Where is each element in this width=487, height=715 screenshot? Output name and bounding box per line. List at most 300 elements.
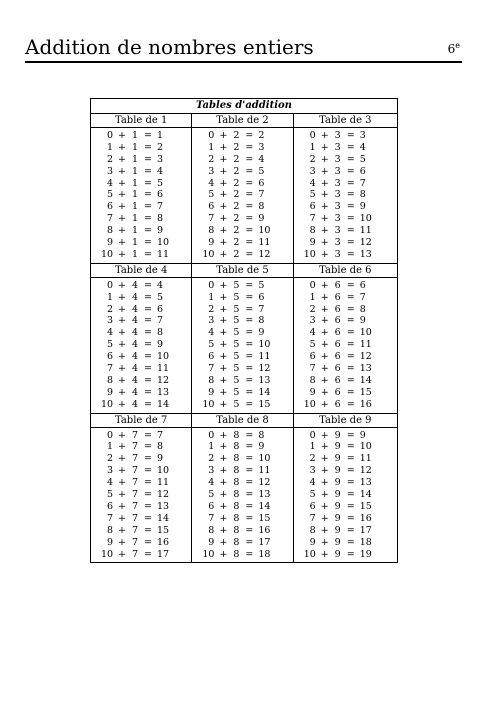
plus-sign: + bbox=[118, 279, 126, 291]
plus-sign: + bbox=[118, 536, 126, 548]
sum: 13 bbox=[157, 386, 170, 398]
addend-2: 2 bbox=[233, 225, 240, 237]
equals-sign: = bbox=[144, 130, 152, 141]
addend-2: 4 bbox=[131, 339, 139, 351]
addend-2: 6 bbox=[334, 363, 341, 375]
equation-row bbox=[192, 351, 292, 363]
plus-sign: + bbox=[219, 201, 228, 213]
addend-1: 9 bbox=[106, 536, 113, 548]
sum: 15 bbox=[258, 512, 271, 524]
equals-sign: = bbox=[245, 153, 254, 165]
equation-row bbox=[91, 189, 191, 201]
plus-sign: + bbox=[320, 237, 329, 249]
addend-2: 8 bbox=[233, 429, 240, 441]
equation-row bbox=[91, 237, 191, 249]
addend-2: 4 bbox=[131, 303, 139, 315]
equation-row bbox=[192, 513, 292, 525]
sum: 8 bbox=[157, 327, 164, 339]
equals-sign: = bbox=[144, 225, 152, 237]
addend-1: 1 bbox=[208, 441, 215, 453]
sum: 7 bbox=[258, 303, 265, 315]
plus-sign: + bbox=[320, 327, 329, 339]
addend-2: 5 bbox=[233, 315, 240, 327]
equation-row bbox=[91, 304, 191, 316]
addend-1: 8 bbox=[106, 374, 113, 386]
equals-sign: = bbox=[346, 429, 355, 441]
equation-list bbox=[294, 428, 397, 563]
plus-sign: + bbox=[219, 248, 228, 260]
plus-sign: + bbox=[118, 363, 126, 375]
sum: 13 bbox=[359, 363, 372, 375]
addend-2: 4 bbox=[131, 351, 139, 363]
addend-1: 4 bbox=[106, 327, 113, 339]
sum: 11 bbox=[157, 248, 170, 260]
addend-1: 10 bbox=[202, 548, 215, 560]
addend-2: 7 bbox=[131, 512, 139, 524]
sum: 14 bbox=[258, 386, 271, 398]
addend-1: 0 bbox=[208, 130, 215, 141]
addend-1: 8 bbox=[208, 225, 215, 237]
addend-1: 0 bbox=[208, 429, 215, 441]
sum: 12 bbox=[258, 477, 271, 489]
plus-sign: + bbox=[219, 213, 228, 225]
plus-sign: + bbox=[320, 363, 329, 375]
addend-2: 9 bbox=[334, 477, 341, 489]
plus-sign: + bbox=[118, 429, 126, 441]
sum: 5 bbox=[258, 165, 265, 177]
sum: 3 bbox=[258, 141, 265, 153]
equation-row bbox=[294, 130, 397, 142]
addend-1: 3 bbox=[309, 465, 316, 477]
table-row-group bbox=[91, 414, 397, 563]
equals-sign: = bbox=[245, 363, 254, 375]
plus-sign: + bbox=[118, 165, 126, 177]
equals-sign: = bbox=[144, 524, 152, 536]
equals-sign: = bbox=[245, 351, 254, 363]
page-header bbox=[25, 34, 462, 60]
addend-2: 6 bbox=[334, 279, 341, 291]
plus-sign: + bbox=[320, 500, 329, 512]
addend-1: 9 bbox=[208, 536, 215, 548]
equation-row bbox=[294, 513, 397, 525]
sum: 6 bbox=[258, 177, 265, 189]
addend-2: 5 bbox=[233, 386, 240, 398]
addend-2: 1 bbox=[131, 248, 139, 260]
equation-row bbox=[294, 154, 397, 166]
equation-row bbox=[91, 399, 191, 411]
plus-sign: + bbox=[118, 130, 126, 141]
addend-1: 0 bbox=[106, 429, 113, 441]
sum: 14 bbox=[359, 489, 372, 501]
addend-1: 4 bbox=[309, 327, 316, 339]
sum: 14 bbox=[157, 398, 170, 410]
plus-sign: + bbox=[118, 141, 126, 153]
addend-2: 9 bbox=[334, 548, 341, 560]
addend-2: 8 bbox=[233, 500, 240, 512]
sum: 6 bbox=[258, 291, 265, 303]
addition-table bbox=[91, 114, 192, 263]
equation-row bbox=[192, 399, 292, 411]
equals-sign: = bbox=[346, 141, 355, 153]
equation-list bbox=[192, 128, 292, 263]
addend-2: 4 bbox=[131, 327, 139, 339]
equation-row bbox=[91, 430, 191, 442]
equals-sign: = bbox=[144, 291, 152, 303]
sum: 4 bbox=[157, 165, 164, 177]
addition-tables bbox=[90, 98, 398, 563]
equation-row bbox=[294, 166, 397, 178]
addend-1: 0 bbox=[208, 279, 215, 291]
equation-row bbox=[294, 465, 397, 477]
plus-sign: + bbox=[320, 489, 329, 501]
equation-row bbox=[294, 339, 397, 351]
sum: 9 bbox=[359, 201, 366, 213]
equation-row bbox=[192, 489, 292, 501]
addend-1: 7 bbox=[106, 363, 113, 375]
plus-sign: + bbox=[219, 237, 228, 249]
sum: 11 bbox=[359, 339, 372, 351]
equation-row bbox=[91, 280, 191, 292]
plus-sign: + bbox=[219, 339, 228, 351]
sum: 16 bbox=[359, 512, 372, 524]
equals-sign: = bbox=[346, 130, 355, 141]
addend-1: 6 bbox=[106, 351, 113, 363]
plus-sign: + bbox=[118, 291, 126, 303]
plus-sign: + bbox=[118, 477, 126, 489]
equation-row bbox=[91, 178, 191, 190]
sum: 12 bbox=[359, 237, 372, 249]
addend-1: 6 bbox=[309, 201, 316, 213]
equals-sign: = bbox=[144, 351, 152, 363]
plus-sign: + bbox=[320, 536, 329, 548]
plus-sign: + bbox=[118, 351, 126, 363]
addend-2: 3 bbox=[334, 130, 341, 141]
plus-sign: + bbox=[219, 141, 228, 153]
equation-row bbox=[91, 537, 191, 549]
addend-2: 6 bbox=[334, 351, 341, 363]
addend-1: 1 bbox=[309, 141, 316, 153]
addend-2: 6 bbox=[334, 374, 341, 386]
addend-1: 10 bbox=[303, 398, 316, 410]
equals-sign: = bbox=[245, 315, 254, 327]
addend-2: 2 bbox=[233, 153, 240, 165]
addend-2: 8 bbox=[233, 477, 240, 489]
addend-2: 2 bbox=[233, 248, 240, 260]
addend-1: 9 bbox=[208, 386, 215, 398]
equation-row bbox=[192, 537, 292, 549]
addend-2: 5 bbox=[233, 351, 240, 363]
sum: 7 bbox=[157, 429, 164, 441]
addend-1: 6 bbox=[309, 500, 316, 512]
addend-1: 9 bbox=[106, 237, 113, 249]
addend-1: 10 bbox=[101, 398, 114, 410]
equals-sign: = bbox=[346, 465, 355, 477]
sum: 5 bbox=[258, 279, 265, 291]
sum: 12 bbox=[157, 489, 170, 501]
plus-sign: + bbox=[219, 489, 228, 501]
addend-1: 0 bbox=[309, 130, 316, 141]
plus-sign: + bbox=[118, 548, 126, 560]
plus-sign: + bbox=[219, 291, 228, 303]
addend-2: 4 bbox=[131, 386, 139, 398]
addition-table bbox=[192, 264, 293, 413]
sum: 10 bbox=[157, 237, 170, 249]
equals-sign: = bbox=[144, 441, 152, 453]
equals-sign: = bbox=[346, 489, 355, 501]
sum: 13 bbox=[258, 489, 271, 501]
equals-sign: = bbox=[245, 536, 254, 548]
addend-1: 0 bbox=[309, 429, 316, 441]
addend-2: 7 bbox=[131, 548, 139, 560]
equals-sign: = bbox=[346, 303, 355, 315]
addend-1: 6 bbox=[208, 500, 215, 512]
equation-row bbox=[294, 477, 397, 489]
addend-2: 4 bbox=[131, 291, 139, 303]
plus-sign: + bbox=[320, 141, 329, 153]
equation-row bbox=[192, 237, 292, 249]
addend-2: 9 bbox=[334, 489, 341, 501]
plus-sign: + bbox=[320, 130, 329, 141]
addend-2: 1 bbox=[131, 165, 139, 177]
equals-sign: = bbox=[144, 327, 152, 339]
table-title: Table de 7 bbox=[91, 414, 191, 428]
addend-1: 7 bbox=[309, 363, 316, 375]
equation-row bbox=[192, 477, 292, 489]
addend-2: 1 bbox=[131, 237, 139, 249]
addend-1: 9 bbox=[106, 386, 113, 398]
plus-sign: + bbox=[219, 165, 228, 177]
addend-1: 10 bbox=[101, 248, 114, 260]
addend-1: 4 bbox=[106, 477, 113, 489]
sum: 17 bbox=[258, 536, 271, 548]
addend-1: 3 bbox=[106, 315, 113, 327]
sum: 10 bbox=[157, 465, 170, 477]
sum: 10 bbox=[359, 327, 372, 339]
plus-sign: + bbox=[320, 165, 329, 177]
sum: 16 bbox=[359, 398, 372, 410]
equation-row bbox=[91, 489, 191, 501]
equation-row bbox=[91, 315, 191, 327]
equation-row bbox=[294, 213, 397, 225]
addend-2: 6 bbox=[334, 327, 341, 339]
equals-sign: = bbox=[245, 465, 254, 477]
sum: 6 bbox=[359, 165, 366, 177]
table-row-group bbox=[91, 264, 397, 414]
addend-2: 3 bbox=[334, 189, 341, 201]
equation-row bbox=[294, 537, 397, 549]
sum: 14 bbox=[157, 512, 170, 524]
equals-sign: = bbox=[144, 177, 152, 189]
equation-row bbox=[294, 375, 397, 387]
addend-1: 5 bbox=[106, 189, 113, 201]
addend-1: 9 bbox=[309, 237, 316, 249]
tables-caption: Tables d'addition bbox=[91, 99, 397, 114]
equals-sign: = bbox=[346, 477, 355, 489]
addend-1: 5 bbox=[208, 489, 215, 501]
equals-sign: = bbox=[144, 165, 152, 177]
addend-2: 8 bbox=[233, 489, 240, 501]
addend-2: 5 bbox=[233, 327, 240, 339]
sum: 12 bbox=[359, 465, 372, 477]
addend-2: 9 bbox=[334, 429, 341, 441]
sum: 11 bbox=[258, 465, 271, 477]
equals-sign: = bbox=[144, 279, 152, 291]
sum: 19 bbox=[359, 548, 372, 560]
plus-sign: + bbox=[118, 524, 126, 536]
equation-row bbox=[192, 189, 292, 201]
equals-sign: = bbox=[346, 327, 355, 339]
addend-2: 3 bbox=[334, 237, 341, 249]
plus-sign: + bbox=[219, 177, 228, 189]
addend-1: 10 bbox=[303, 548, 316, 560]
equals-sign: = bbox=[346, 374, 355, 386]
addend-2: 1 bbox=[131, 189, 139, 201]
addend-1: 5 bbox=[309, 489, 316, 501]
addend-1: 8 bbox=[208, 374, 215, 386]
equals-sign: = bbox=[144, 477, 152, 489]
equation-row bbox=[91, 549, 191, 561]
equals-sign: = bbox=[245, 279, 254, 291]
sum: 10 bbox=[258, 339, 271, 351]
plus-sign: + bbox=[219, 153, 228, 165]
plus-sign: + bbox=[219, 363, 228, 375]
equals-sign: = bbox=[245, 291, 254, 303]
equals-sign: = bbox=[144, 453, 152, 465]
plus-sign: + bbox=[320, 303, 329, 315]
table-title: Table de 4 bbox=[91, 264, 191, 278]
equation-row bbox=[192, 225, 292, 237]
sum: 9 bbox=[258, 441, 265, 453]
sum: 4 bbox=[359, 141, 366, 153]
plus-sign: + bbox=[320, 291, 329, 303]
plus-sign: + bbox=[320, 201, 329, 213]
equation-row bbox=[91, 387, 191, 399]
addend-1: 8 bbox=[309, 374, 316, 386]
equals-sign: = bbox=[245, 524, 254, 536]
equals-sign: = bbox=[346, 248, 355, 260]
equals-sign: = bbox=[346, 363, 355, 375]
addend-1: 2 bbox=[208, 303, 215, 315]
addend-2: 1 bbox=[131, 201, 139, 213]
addend-1: 3 bbox=[106, 465, 113, 477]
plus-sign: + bbox=[118, 398, 126, 410]
addend-2: 2 bbox=[233, 165, 240, 177]
addend-2: 8 bbox=[233, 512, 240, 524]
equation-row bbox=[294, 441, 397, 453]
plus-sign: + bbox=[118, 303, 126, 315]
addend-1: 6 bbox=[208, 351, 215, 363]
table-title: Table de 9 bbox=[294, 414, 397, 428]
plus-sign: + bbox=[219, 315, 228, 327]
equals-sign: = bbox=[245, 177, 254, 189]
equation-row bbox=[192, 130, 292, 142]
addend-1: 0 bbox=[309, 279, 316, 291]
sum: 6 bbox=[359, 279, 366, 291]
equation-row bbox=[294, 351, 397, 363]
plus-sign: + bbox=[320, 177, 329, 189]
sum: 14 bbox=[359, 374, 372, 386]
sum: 11 bbox=[157, 363, 170, 375]
equals-sign: = bbox=[245, 500, 254, 512]
equation-row bbox=[192, 304, 292, 316]
addition-table bbox=[294, 264, 397, 413]
sum: 10 bbox=[359, 213, 372, 225]
plus-sign: + bbox=[219, 536, 228, 548]
equals-sign: = bbox=[144, 374, 152, 386]
sum: 4 bbox=[157, 279, 164, 291]
addend-2: 9 bbox=[334, 465, 341, 477]
equals-sign: = bbox=[144, 189, 152, 201]
equation-row bbox=[192, 213, 292, 225]
plus-sign: + bbox=[320, 465, 329, 477]
sum: 16 bbox=[157, 536, 170, 548]
sum: 15 bbox=[258, 398, 271, 410]
page-title: Addition de nombres entiers bbox=[25, 35, 314, 59]
addend-1: 2 bbox=[309, 153, 316, 165]
equation-row bbox=[294, 225, 397, 237]
addend-1: 9 bbox=[309, 386, 316, 398]
equation-row bbox=[294, 489, 397, 501]
sum: 17 bbox=[359, 524, 372, 536]
sum: 11 bbox=[258, 351, 271, 363]
sum: 8 bbox=[258, 201, 265, 213]
equation-row bbox=[294, 430, 397, 442]
addend-2: 4 bbox=[131, 279, 139, 291]
addend-2: 4 bbox=[131, 374, 139, 386]
plus-sign: + bbox=[320, 248, 329, 260]
addend-1: 2 bbox=[106, 303, 113, 315]
equals-sign: = bbox=[144, 237, 152, 249]
addend-1: 6 bbox=[208, 201, 215, 213]
sum: 4 bbox=[258, 153, 265, 165]
equals-sign: = bbox=[245, 339, 254, 351]
plus-sign: + bbox=[118, 315, 126, 327]
addend-1: 2 bbox=[208, 453, 215, 465]
equation-row bbox=[192, 387, 292, 399]
equation-row bbox=[91, 327, 191, 339]
equals-sign: = bbox=[346, 351, 355, 363]
addend-1: 6 bbox=[106, 500, 113, 512]
addend-2: 4 bbox=[131, 315, 139, 327]
addend-2: 7 bbox=[131, 489, 139, 501]
sum: 13 bbox=[258, 374, 271, 386]
addend-2: 1 bbox=[131, 177, 139, 189]
equation-row bbox=[294, 525, 397, 537]
equals-sign: = bbox=[144, 465, 152, 477]
equals-sign: = bbox=[346, 291, 355, 303]
equation-row bbox=[91, 166, 191, 178]
addend-2: 3 bbox=[334, 248, 341, 260]
addend-2: 2 bbox=[233, 189, 240, 201]
plus-sign: + bbox=[219, 398, 228, 410]
equation-row bbox=[294, 237, 397, 249]
equals-sign: = bbox=[346, 237, 355, 249]
addend-1: 7 bbox=[106, 213, 113, 225]
equals-sign: = bbox=[144, 363, 152, 375]
equation-row bbox=[294, 315, 397, 327]
equation-row bbox=[91, 453, 191, 465]
equation-row bbox=[91, 477, 191, 489]
sum: 18 bbox=[258, 548, 271, 560]
addend-1: 9 bbox=[309, 536, 316, 548]
sum: 9 bbox=[359, 429, 366, 441]
plus-sign: + bbox=[219, 524, 228, 536]
plus-sign: + bbox=[118, 248, 126, 260]
equation-row bbox=[294, 453, 397, 465]
equals-sign: = bbox=[245, 477, 254, 489]
sum: 18 bbox=[359, 536, 372, 548]
sum: 6 bbox=[157, 303, 164, 315]
